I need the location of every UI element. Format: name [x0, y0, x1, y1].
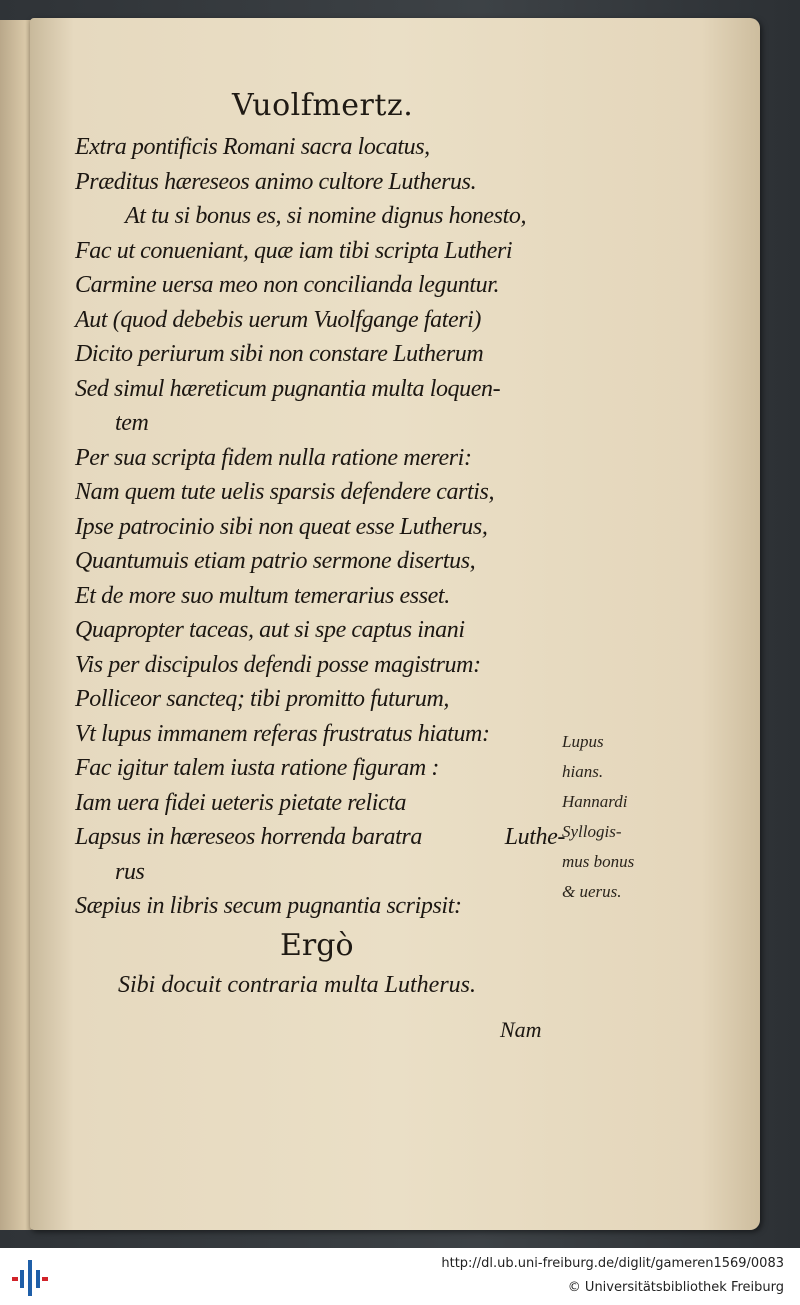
copyright-notice: © Universitätsbibliothek Freiburg [567, 1280, 784, 1295]
verse-line: Iam uera fidei ueteris pietate relicta [75, 789, 407, 816]
verse-line: Quapropter taceas, aut si spe captus inani [75, 617, 465, 643]
marginal-note-line: & uerus. [562, 882, 622, 901]
verse-line: Vt lupus immanem referas frustratus hiatum: [75, 720, 490, 747]
verse-line: Nam quem tute uelis sparsis defendere cartis, [75, 479, 495, 505]
verse-line: Præditus hæreseos animo cultore Lutherus. [75, 168, 477, 195]
marginal-note-line: mus bonus [562, 852, 635, 871]
marginal-note-line: Lupus [562, 732, 604, 751]
marginal-notes [562, 727, 672, 907]
verse-line: Fac igitur talem iusta ratione figuram : [75, 755, 439, 781]
verse-line: Ipse patrocinio sibi non queat esse Lutherus, [75, 513, 488, 540]
verse-line: Carmine uersa meo non concilianda leguntur. [75, 272, 500, 298]
verse-line: Extra pontificis Romani sacra locatus, [75, 134, 430, 160]
marginal-note-line: Syllogis- [562, 822, 622, 841]
catchword: Nam [500, 1017, 542, 1042]
running-head: Vuolfmertz. [232, 88, 414, 123]
verse-line: Vis per discipulos defendi posse magistrum: [75, 651, 481, 678]
verse-line: tem [115, 410, 149, 436]
verse-line: Sæpius in libris secum pugnantia scripsit: [75, 893, 462, 919]
conclusion-line: Sibi docuit contraria multa Lutherus. [118, 972, 477, 998]
verse-line: Quantumuis etiam patrio sermone disertus, [75, 548, 476, 574]
ergo-heading: Ergò [280, 928, 354, 963]
verse-line: Sed simul hæreticum pugnantia multa loquen- [75, 375, 501, 402]
verse-line: At tu si bonus es, si nomine dignus honesto, [125, 203, 527, 229]
verse-line [75, 820, 565, 855]
verse-line: Dicito periurum sibi non constare Lutherum [75, 341, 484, 367]
verse-line: rus [115, 858, 145, 885]
verse-line-hyphenated-end: Luthe- [504, 824, 565, 850]
ub-freiburg-logo-icon [10, 1258, 50, 1298]
verse-line-text: Lapsus in hæreseos horrenda baratra [75, 824, 422, 850]
verse-line: Aut (quod debebis uerum Vuolfgange fateri) [75, 306, 482, 333]
verse-line: Polliceor sancteq; tibi promitto futurum, [75, 686, 450, 712]
viewer-footer [0, 1248, 800, 1305]
marginal-note-line: hians. [562, 762, 604, 781]
verse-line: Per sua scripta fidem nulla ratione mereri: [75, 444, 472, 471]
verse-line: Et de more suo multum temerarius esset. [75, 582, 450, 609]
verse-block [75, 130, 565, 924]
permalink-url[interactable]: http://dl.ub.uni-freiburg.de/diglit/gameren1569/0083 [441, 1256, 784, 1271]
verse-line: Fac ut conueniant, quæ iam tibi scripta Lutheri [75, 237, 513, 264]
marginal-note-line: Hannardi [562, 792, 628, 811]
